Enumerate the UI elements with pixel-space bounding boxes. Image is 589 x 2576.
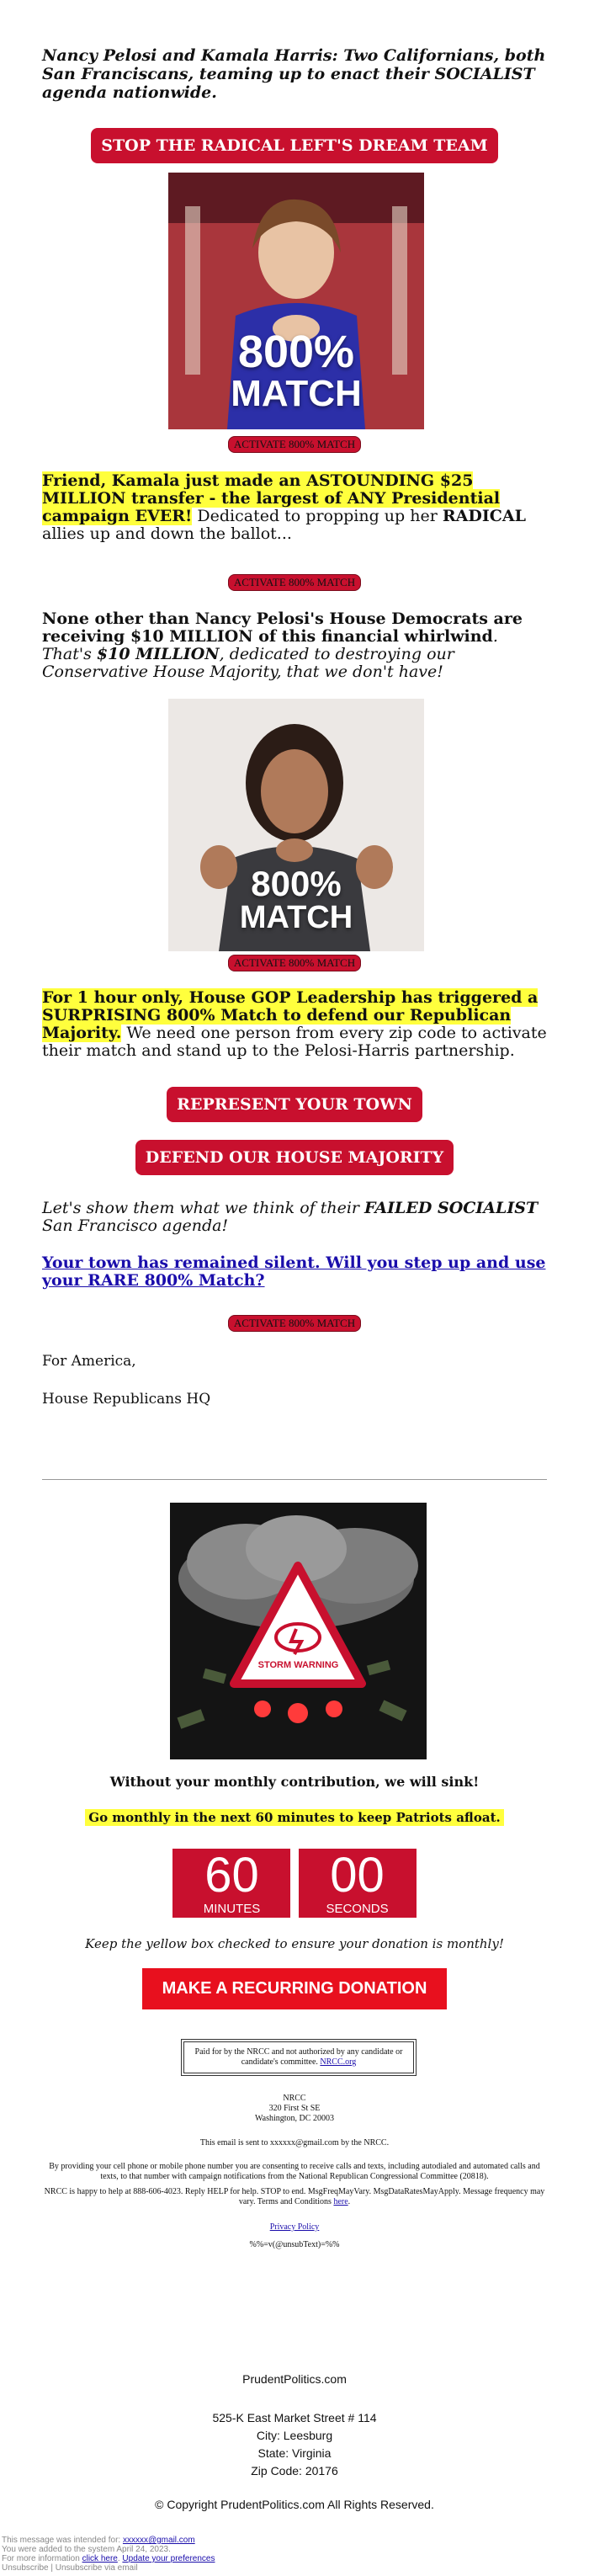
nrcc-link[interactable]: NRCC.org [320,2057,357,2067]
update-preferences-link[interactable]: Update your preferences [122,2554,215,2563]
para1-text-c: allies up and down the ballot... [42,524,292,543]
activate-match-button-3[interactable]: ACTIVATE 800% MATCH [228,955,361,971]
para2-italic-c: , dedicated to destroying our Conservative House Majority, that we don't have! [42,645,454,681]
para-pelosi-democrats [42,610,547,681]
more-info-line [2,2554,582,2563]
click-here-link[interactable]: click here [82,2554,118,2563]
storm-warning-image[interactable] [170,1503,427,1759]
more-info-sep: . [117,2554,123,2563]
terms-here-link[interactable]: here [333,2197,348,2206]
divider [42,1479,547,1480]
countdown-timer [42,1849,547,1918]
consent-text: By providing your cell phone or mobile phone number you are consenting to receive calls and texts, including autodialed and automated calls and texts, to that number with campaign notifications from the National Republican Congressional Committee (20818). [49,2162,540,2181]
paid-for-box [183,2041,414,2073]
one-hour-highlight: For 1 hour only, House GOP Leadership has triggered a SURPRISING 800% Match to defend our Republican Majority. [42,988,539,1042]
nrcc-address [42,2094,547,2124]
ten-million-bold: $10 MILLION [96,645,220,663]
privacy-policy-link[interactable]: Privacy Policy [269,2222,320,2232]
prudent-zip: Zip Code: 20176 [251,2464,338,2478]
intro-text: Nancy Pelosi and Kamala Harris: Two Californians, both San Franciscans, teaming up to enact their SOCIALIST agenda nationwide. [42,46,546,102]
kamala-transfer-highlight: Friend, Kamala just made an ASTOUNDING $25 MILLION transfer - the largest of ANY Presidential campaign EVER! [42,471,501,525]
activate-match-button-1[interactable]: ACTIVATE 800% MATCH [228,436,361,453]
radical-bold: RADICAL [442,507,526,525]
help-text [42,2187,547,2207]
help-text-a: NRCC is happy to help at 888-606-4023. Reply HELP for help. STOP to end. MsgFreqMayVary. MsgDataRatesMayApply. Message frequency may vary. Terms and Conditions [44,2187,545,2206]
signoff-hq: House Republicans HQ [42,1391,211,1408]
seconds-value: 00 [330,1848,385,1903]
match-percent-label-2: 800% [251,864,342,903]
para-one-hour [42,989,547,1060]
silent-link-row [42,1254,547,1290]
para2-italic-a: . That's [42,627,498,663]
unsubscribe-line[interactable]: Unsubscribe | Unsubscribe via email [2,2563,138,2573]
unsub-tag: %%=v(@unsubText)=%% [249,2240,340,2249]
sink-text: Without your monthly contribution, we will sink! [109,1774,480,1790]
copyright: © Copyright PrudentPolitics.com All Rights Reserved. [155,2498,434,2511]
added-line: You were added to the system April 24, 2023. [2,2545,171,2554]
minutes-value: 60 [204,1848,259,1903]
countdown-seconds [299,1849,417,1918]
intended-line [2,2536,582,2545]
activate-match-button-4[interactable]: ACTIVATE 800% MATCH [228,1315,361,1332]
intro-paragraph [42,46,547,102]
recurring-row [42,1968,547,2009]
go-monthly-highlight: Go monthly in the next 60 minutes to keep Patriots afloat. [85,1809,503,1826]
activate-match-button-2[interactable]: ACTIVATE 800% MATCH [228,574,361,591]
email-sent-text: This email is sent to xxxxxx@gmail.com by the NRCC. [199,2138,390,2148]
match-percent-label: 800% [237,327,355,377]
match-word-label-2: MATCH [239,900,353,935]
signoff-for-america: For America, [42,1353,136,1370]
monthly-row [42,1810,547,1825]
countdown-minutes [172,1849,290,1918]
town-silent-link[interactable]: Your town has remained silent. Will you step up and use your RARE 800% Match? [42,1253,546,1290]
more-info-text: For more information [2,2554,82,2563]
address-line-2: 320 First St SE [268,2104,321,2113]
pelosi-photo[interactable] [168,173,424,429]
para3-rest: We need one person from every zip code to activate their match and stand up to the Pelosi-Harris partnership. [42,1024,547,1060]
yellow-box-note: Keep the yellow box checked to ensure your donation is monthly! [85,1936,504,1951]
para4-a: Let's show them what we think of their [42,1199,365,1217]
activate-row-3 [42,954,547,971]
para-socialist-agenda [42,1200,547,1235]
failed-socialist-bold: FAILED SOCIALIST [364,1199,539,1217]
activate-row-4 [42,1314,547,1332]
prudent-state: State: Virginia [257,2446,332,2460]
prudent-site: PrudentPolitics.com [242,2372,347,2386]
intended-text: This message was intended for: [2,2536,123,2545]
defend-house-majority-button[interactable]: DEFEND OUR HOUSE MAJORITY [135,1140,454,1175]
paid-for-text: Paid for by the NRCC and not authorized by any candidate or candidate's committee. [194,2047,403,2067]
storm-warning-label: STORM WARNING [257,1660,339,1670]
activate-row-2 [42,573,547,591]
stop-button-row [42,128,547,163]
para4-c: San Francisco agenda! [42,1216,229,1235]
stop-radical-left-button[interactable]: STOP THE RADICAL LEFT'S DREAM TEAM [91,128,497,163]
minutes-label: MINUTES [203,1902,261,1916]
address-line-1: NRCC [283,2094,306,2103]
help-text-end: . [348,2197,351,2206]
seconds-label: SECONDS [326,1902,389,1916]
privacy-row [42,2222,547,2233]
intended-email-link[interactable]: xxxxxx@gmail.com [122,2536,195,2545]
bottom-footer [2,2536,582,2573]
para-kamala-transfer [42,472,547,543]
prudent-address [42,2409,547,2480]
represent-row [42,1087,547,1122]
para1-text-a: Dedicated to propping up her [197,507,443,525]
activate-row-1 [42,435,547,453]
make-recurring-donation-button[interactable]: MAKE A RECURRING DONATION [142,1968,448,2009]
address-line-3: Washington, DC 20003 [255,2114,334,2123]
defend-row [42,1140,547,1175]
prudent-street: 525-K East Market Street # 114 [212,2411,377,2424]
represent-your-town-button[interactable]: REPRESENT YOUR TOWN [167,1087,422,1122]
harris-photo[interactable] [168,699,424,951]
prudent-city: City: Leesburg [256,2429,333,2442]
storm-warning-icon [170,1503,427,1759]
match-word-label: MATCH [231,373,362,414]
pelosi-democrats-bold: None other than Nancy Pelosi's House Democrats are receiving $10 MILLION of this financial whirlwind [42,609,523,646]
